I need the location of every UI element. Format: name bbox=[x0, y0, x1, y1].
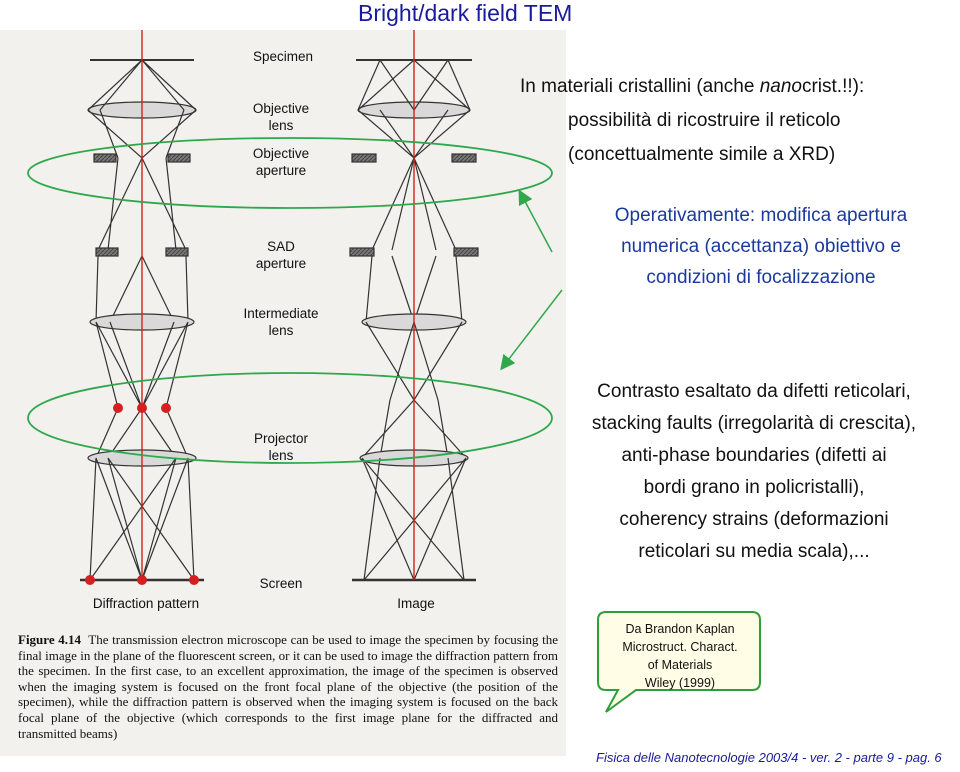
label-objective-lens: Objective lens bbox=[252, 101, 310, 133]
intro-line-2: possibilità di ricostruire il reticolo bbox=[568, 110, 841, 131]
label-image: Image bbox=[397, 596, 435, 611]
source-callout: Da Brandon Kaplan Microstruct. Charact. of Materials Wiley (1999) bbox=[622, 622, 738, 690]
objective-aperture-right-b bbox=[452, 154, 476, 162]
sad-aperture-right-b bbox=[454, 248, 478, 256]
figure-caption bbox=[18, 632, 558, 741]
figure-caption-text: The transmission electron microscope can be used to image the specimen by focusing the final image in the plane of the fluorescent screen, or it can be used to image the diffraction pattern from the specimen. In the first case, to an excellent approximation, the image of the specimen is observed when the imaging system is focused on the front focal plane of the objective (the position of the specimen), while the diffraction pattern is observed when the imaging system is focused on the back focal plane of the objective (which corresponds to the first image plane for the diffracted and transmitted beams) bbox=[18, 632, 558, 741]
slide-title: Bright/dark field TEM bbox=[358, 0, 573, 26]
arrow-to-objective bbox=[520, 192, 552, 252]
intro-line-3: (concettualmente simile a XRD) bbox=[568, 144, 836, 165]
intro-text bbox=[520, 70, 960, 172]
label-screen: Screen bbox=[259, 576, 303, 591]
objective-aperture-right-a bbox=[352, 154, 376, 162]
arrow-to-crossover bbox=[502, 290, 562, 368]
label-diffraction-pattern: Diffraction pattern bbox=[92, 596, 200, 611]
label-specimen: Specimen bbox=[252, 49, 314, 64]
objective-aperture-left-a bbox=[94, 154, 116, 162]
label-objective-aperture: Objective aperture bbox=[252, 146, 310, 178]
objective-aperture-left-b bbox=[168, 154, 190, 162]
intro-line-1: In materiali cristallini (anche nanocrist.!!): bbox=[520, 76, 865, 97]
sad-aperture-left-a bbox=[96, 248, 118, 256]
label-projector-lens: Projector lens bbox=[253, 431, 309, 463]
contrast-text: Contrasto esaltato da difetti reticolari, stacking faults (irregolarità di crescita), anti-phase boundaries (difetti ai bordi grano in policristalli), coherency strains (deformazioni reticolari su media scala),... bbox=[591, 381, 917, 562]
sad-aperture-right-a bbox=[350, 248, 374, 256]
label-intermediate-lens: Intermediate lens bbox=[243, 306, 319, 338]
slide-footer: Fisica delle Nanotecnologie 2003/4 - ver. 2 - parte 9 - pag. 6 bbox=[596, 750, 942, 765]
operatively-text: Operativamente: modifica apertura numerica (accettanza) obiettivo e condizioni di focalizzazione bbox=[614, 205, 908, 288]
sad-aperture-left-b bbox=[166, 248, 188, 256]
figure-number: Figure 4.14 bbox=[18, 632, 81, 647]
label-sad-aperture: SAD aperture bbox=[255, 239, 307, 271]
pointer-arrows bbox=[490, 180, 570, 380]
